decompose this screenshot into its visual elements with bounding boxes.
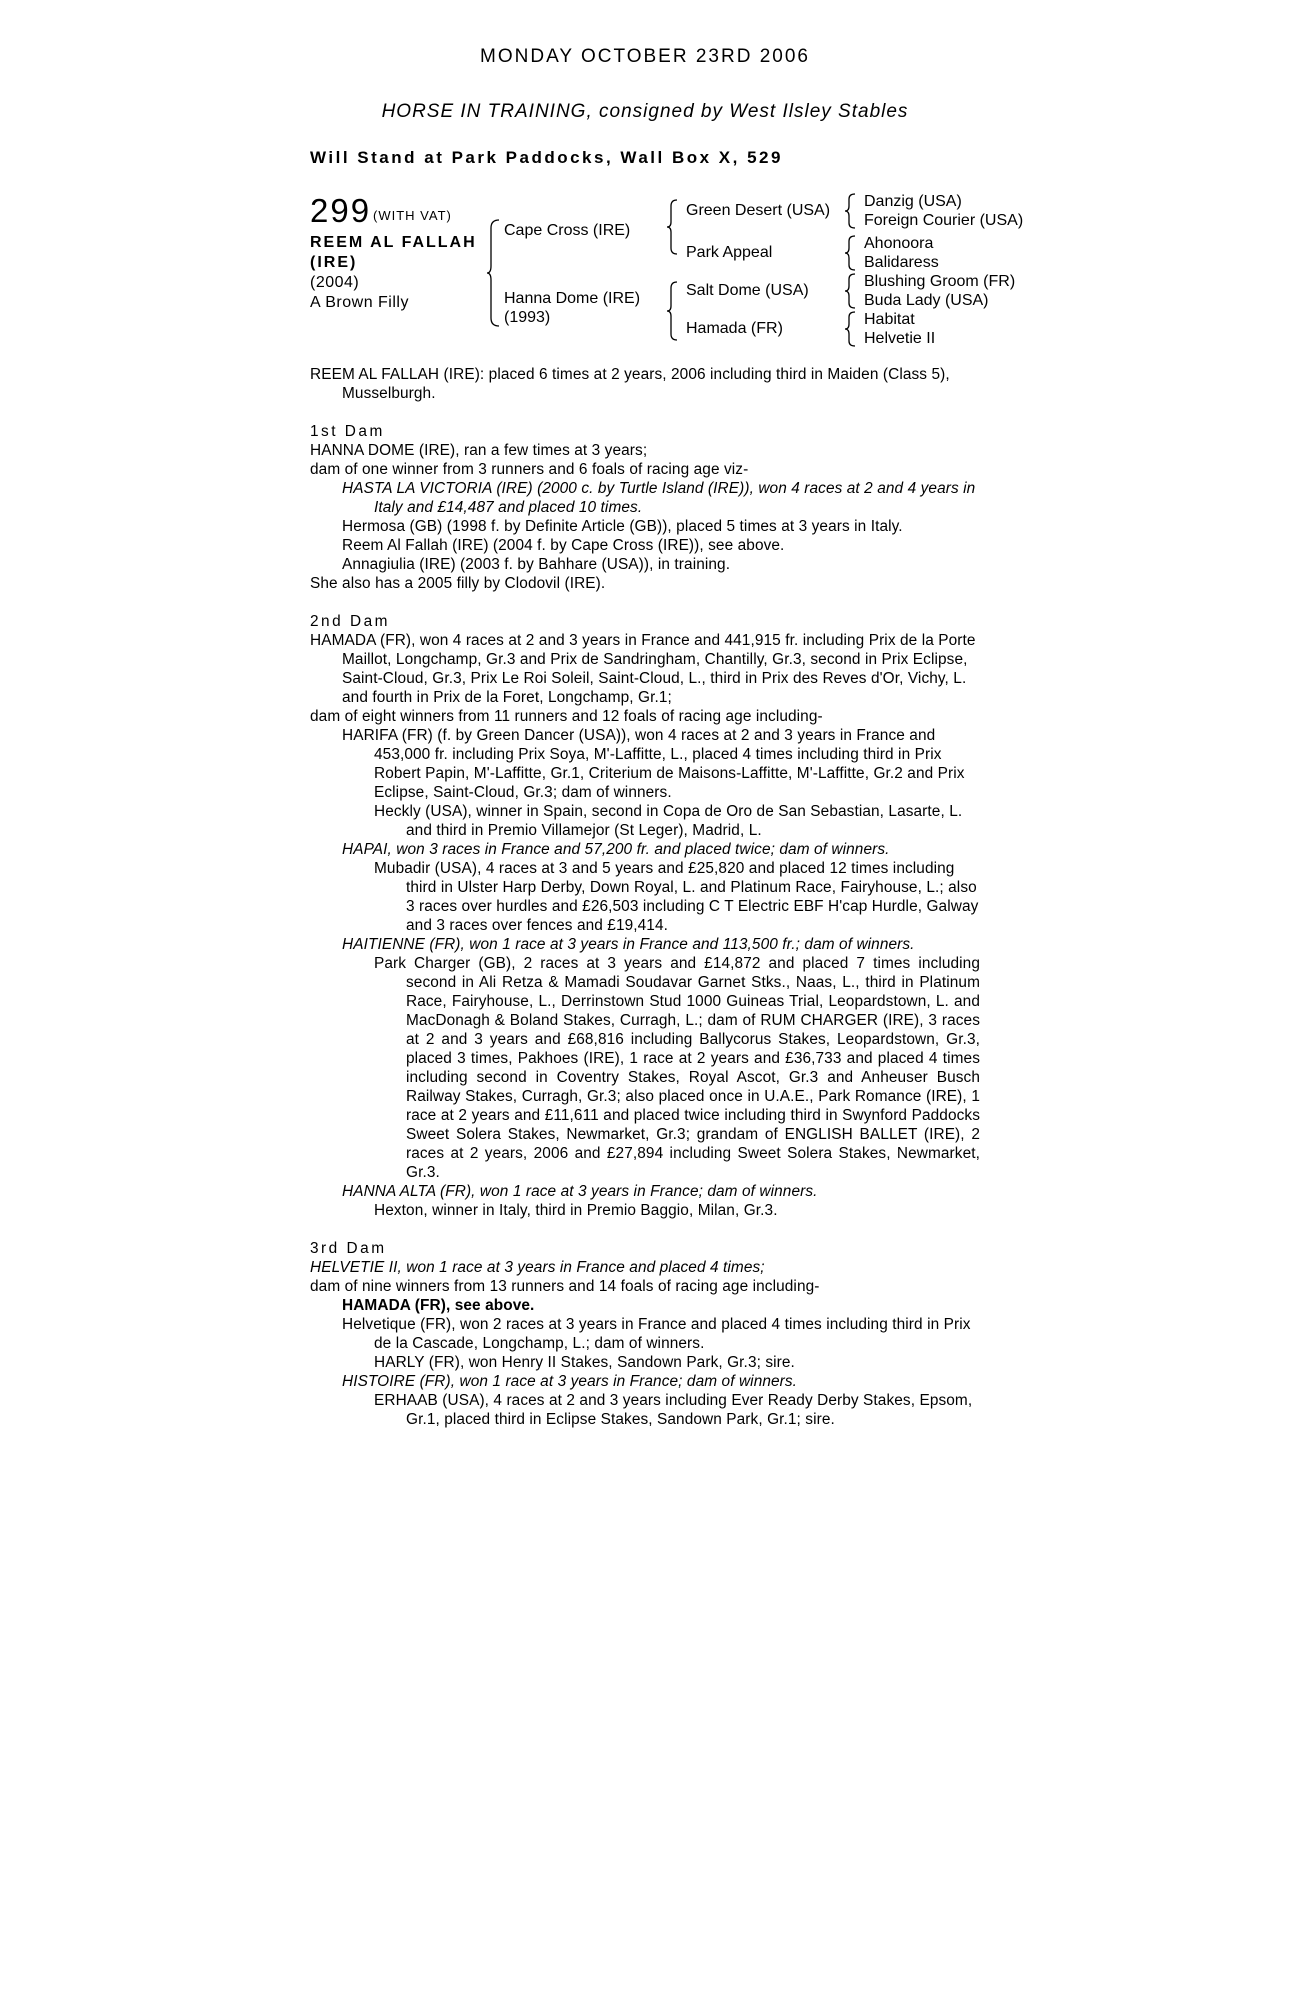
second-dam-title: 2nd Dam: [310, 613, 390, 630]
second-dam-foal: HANNA ALTA (FR), won 1 race at 3 years in France; dam of winners.: [342, 1183, 818, 1200]
horse-year: (2004): [310, 274, 360, 291]
first-dam-line: HANNA DOME (IRE), ran a few times at 3 years;: [310, 442, 648, 459]
lot-number: 299: [310, 192, 372, 229]
pedigree-brace-g1: [845, 192, 857, 230]
first-dam-section: [310, 422, 980, 593]
third-dam-foal: HISTOIRE (FR), won 1 race at 3 years in France; dam of winners.: [342, 1373, 798, 1390]
first-dam-title: 1st Dam: [310, 423, 385, 440]
intro-paragraph: REEM AL FALLAH (IRE): placed 6 times at 2 years, 2006 including third in Maiden (Class 5), Musselburgh.: [310, 366, 950, 402]
third-dam-foal: HAMADA (FR), see above.: [342, 1297, 535, 1314]
horse-identity: [310, 233, 480, 313]
pedigree-sire-sire: Green Desert (USA): [686, 202, 831, 219]
third-dam-section: [310, 1239, 980, 1429]
pedigree-brace-g3: [845, 234, 857, 272]
third-dam-line: dam of nine winners from 13 runners and 14 foals of racing age including-: [310, 1278, 820, 1295]
second-dam-line: dam of eight winners from 11 runners and 12 foals of racing age including-: [310, 708, 823, 725]
second-dam-grandfoal: Heckly (USA), winner in Spain, second in Copa de Oro de San Sebastian, Lasarte, L. and third in Premio Villamejor (St Leger), Madrid, L.: [374, 803, 963, 839]
third-dam-foal: Helvetique (FR), won 2 races at 3 years in France and placed 4 times including third in Prix de la Cascade, Longchamp, L.; dam of winners.: [342, 1316, 971, 1352]
pedigree-dam-dam: Hamada (FR): [686, 320, 783, 337]
third-dam-line: HELVETIE II, won 1 race at 3 years in France and placed 4 times;: [310, 1259, 765, 1276]
third-dam-grandfoal: HARLY (FR), won Henry II Stakes, Sandown Park, Gr.3; sire.: [374, 1354, 795, 1371]
catalogue-body: [310, 365, 980, 1429]
horse-description: A Brown Filly: [310, 294, 409, 311]
second-dam-line: HAMADA (FR), won 4 races at 2 and 3 years in France and 441,915 fr. including Prix de la Porte Maillot, Longchamp, Gr.3 and Prix de Sandringham, Chantilly, Gr.3, second in Prix Eclipse, Saint-Cloud, Gr.3, Prix Le Roi Soleil, Saint-Cloud, L., third in Prix des Reves d'Or, Vichy, L. and fourth in Prix de la Foret, Longchamp, Gr.1;: [310, 632, 976, 706]
pedigree-brace-dam: [667, 280, 679, 342]
pedigree-brace-g7: [845, 310, 857, 348]
second-dam-grandfoal: Park Charger (GB), 2 races at 3 years and £14,872 and placed 7 times including second in Ali Retza & Mamadi Soudavar Garnet Stks., Naas, L., third in Platinum Race, Fairyhouse, L., Derrinstown Stud 1000 Guineas Trial, Leopardstown, L. and MacDonagh & Boland Stakes, Curragh, L.; dam of RUM CHARGER (IRE), 3 races at 2 and 3 years and £68,816 including Ballycorus Stakes, Leopardstown, Gr.3, placed 3 times, Pakhoes (IRE), 1 race at 2 years and £36,733 and placed 4 times including second in Coventry Stakes, Royal Ascot, Gr.3 and Anheuser Busch Railway Stakes, Curragh, Gr.3; also placed once in U.A.E., Park Romance (IRE), 1 race at 2 years and £11,611 and placed twice including third in Swynford Paddocks Sweet Solera Stakes, Newmarket, Gr.3; grandam of ENGLISH BALLET (IRE), 2 races at 2 years, 2006 and £27,894 including Sweet Solera Stakes, Newmarket, Gr.3.: [374, 955, 980, 1181]
pedigree-sire-dam: Park Appeal: [686, 244, 773, 261]
pedigree-g5: Blushing Groom (FR): [864, 273, 1016, 290]
sale-date: MONDAY OCTOBER 23RD 2006: [480, 46, 810, 67]
consignment-line: HORSE IN TRAINING, consigned by West Ilsley Stables: [381, 101, 909, 122]
first-dam-line: dam of one winner from 3 runners and 6 foals of racing age viz-: [310, 461, 749, 478]
pedigree-sire: Cape Cross (IRE): [504, 222, 631, 239]
second-dam-grandfoal: Mubadir (USA), 4 races at 3 and 5 years and £25,820 and placed 12 times including third in Ulster Harp Derby, Down Royal, L. and Platinum Race, Fairyhouse, L.; also 3 races over hurdles and £26,503 including C T Electric EBF H'cap Hurdle, Galway and 3 races over fences and £19,414.: [374, 860, 979, 934]
pedigree-g6: Buda Lady (USA): [864, 292, 989, 309]
pedigree-brace-g5: [845, 272, 857, 310]
second-dam-foal: HAPAI, won 3 races in France and 57,200 fr. and placed twice; dam of winners.: [342, 841, 890, 858]
second-dam-foal: HARIFA (FR) (f. by Green Dancer (USA)), won 4 races at 2 and 3 years in France and 453,000 fr. including Prix Soya, M'-Laffitte, L., placed 4 times including third in Prix Robert Papin, M'-Laffitte, Gr.1, Criterium de Maisons-Laffitte, M'-Laffitte, Gr.2 and Prix Eclipse, Saint-Cloud, Gr.3; dam of winners.: [342, 727, 965, 801]
vat-note: (WITH VAT): [373, 208, 452, 223]
first-dam-foal: HASTA LA VICTORIA (IRE) (2000 c. by Turtle Island (IRE)), won 4 races at 2 and 4 years in Italy and £14,487 and placed 10 times.: [342, 480, 976, 516]
first-dam-line: She also has a 2005 filly by Clodovil (IRE).: [310, 575, 606, 592]
horse-country: (IRE): [310, 254, 358, 271]
stand-location: Will Stand at Park Paddocks, Wall Box X, 529: [310, 148, 783, 167]
pedigree-dam-year: (1993): [504, 309, 551, 326]
second-dam-section: [310, 612, 980, 1220]
third-dam-title: 3rd Dam: [310, 1240, 387, 1257]
pedigree-g1: Danzig (USA): [864, 193, 962, 210]
pedigree-dam: Hanna Dome (IRE): [504, 290, 641, 307]
third-dam-grandfoal: ERHAAB (USA), 4 races at 2 and 3 years including Ever Ready Derby Stakes, Epsom, Gr.1, placed third in Eclipse Stakes, Sandown Park, Gr.1; sire.: [374, 1392, 973, 1428]
pedigree-dam-sire: Salt Dome (USA): [686, 282, 809, 299]
second-dam-foal: HAITIENNE (FR), won 1 race at 3 years in France and 113,500 fr.; dam of winners.: [342, 936, 915, 953]
pedigree-brace-sire: [667, 198, 679, 256]
horse-name: REEM AL FALLAH: [310, 234, 477, 251]
pedigree-g7: Habitat: [864, 311, 915, 328]
second-dam-grandfoal: Hexton, winner in Italy, third in Premio Baggio, Milan, Gr.3.: [374, 1202, 778, 1219]
pedigree-brace-main: [487, 218, 501, 328]
pedigree-g3: Ahonoora: [864, 235, 934, 252]
pedigree-g2: Foreign Courier (USA): [864, 212, 1024, 229]
pedigree-g4: Balidaress: [864, 254, 939, 271]
first-dam-foal: Annagiulia (IRE) (2003 f. by Bahhare (USA)), in training.: [342, 556, 731, 573]
first-dam-foal: Reem Al Fallah (IRE) (2004 f. by Cape Cross (IRE)), see above.: [342, 537, 785, 554]
pedigree-g8: Helvetie II: [864, 330, 936, 347]
first-dam-foal: Hermosa (GB) (1998 f. by Definite Article (GB)), placed 5 times at 3 years in Italy.: [342, 518, 903, 535]
